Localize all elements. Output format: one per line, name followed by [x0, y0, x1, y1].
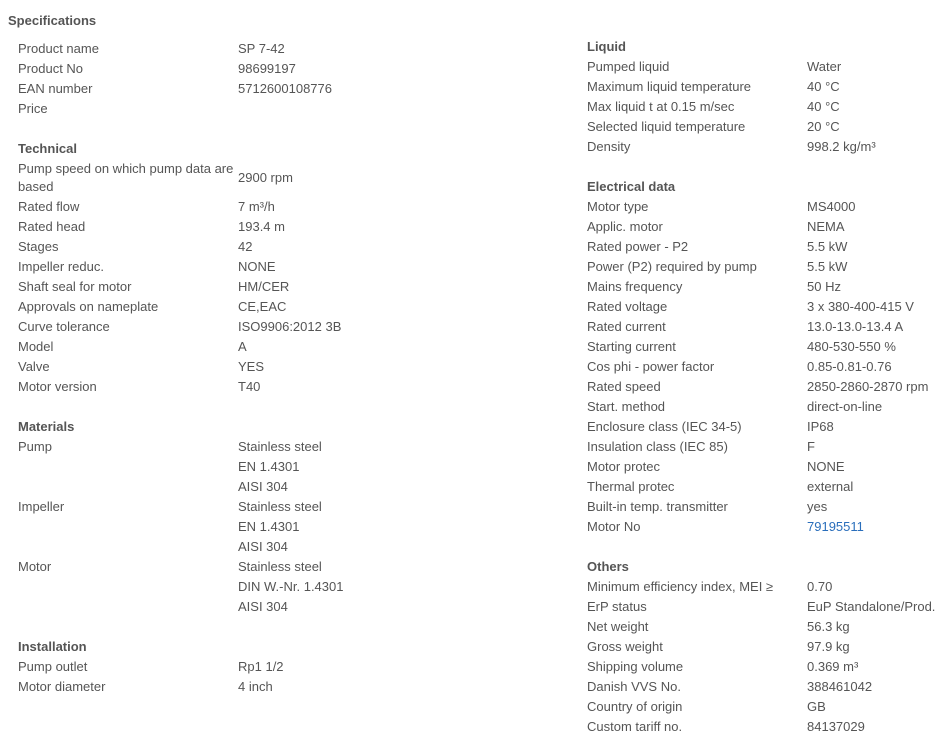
- spec-row: [18, 217, 578, 237]
- spec-value: 97.9 kg: [807, 639, 850, 654]
- spec-row: [587, 77, 950, 97]
- spec-row: [587, 497, 950, 517]
- section-spacer: [18, 119, 578, 139]
- spec-label: Gross weight: [587, 639, 663, 654]
- spec-value: F: [807, 439, 815, 454]
- spec-value: 2850-2860-2870 rpm: [807, 379, 929, 394]
- spec-value: 998.2 kg/m³: [807, 139, 876, 154]
- spec-row: [587, 597, 950, 617]
- section-title: Others: [587, 559, 629, 574]
- section-liquid: [587, 37, 950, 157]
- spec-row: [587, 337, 950, 357]
- spec-value: CE,EAC: [238, 299, 287, 314]
- spec-row: [18, 337, 578, 357]
- spec-value: DIN W.-Nr. 1.4301: [238, 579, 344, 594]
- spec-label: Motor No: [587, 519, 641, 534]
- spec-label: Valve: [18, 359, 50, 374]
- spec-label: Motor diameter: [18, 679, 106, 694]
- spec-label: Cos phi - power factor: [587, 359, 715, 374]
- spec-label: Max liquid t at 0.15 m/sec: [587, 99, 735, 114]
- spec-value: 4 inch: [238, 679, 273, 694]
- spec-row: [587, 357, 950, 377]
- spec-label: ErP status: [587, 599, 647, 614]
- spec-value: 20 °C: [807, 119, 840, 134]
- spec-row: [587, 277, 950, 297]
- spec-value: 5.5 kW: [807, 239, 848, 254]
- spec-value: Stainless steel: [238, 559, 322, 574]
- section-others: [587, 557, 950, 737]
- spec-label: Impeller: [18, 499, 65, 514]
- spec-label: Approvals on nameplate: [18, 299, 159, 314]
- spec-row: [18, 557, 578, 577]
- spec-row: [18, 437, 578, 457]
- section-title: Electrical data: [587, 179, 676, 194]
- spec-label: Density: [587, 139, 631, 154]
- spec-label: Rated speed: [587, 379, 661, 394]
- spec-row: [587, 57, 950, 77]
- spec-value: 84137029: [807, 719, 865, 734]
- spec-row: [587, 457, 950, 477]
- spec-row: [587, 97, 950, 117]
- spec-row: [18, 597, 578, 617]
- spec-row: [587, 517, 950, 537]
- spec-value: 13.0-13.0-13.4 A: [807, 319, 904, 334]
- spec-value: 0.70: [807, 579, 833, 594]
- spec-row: [587, 237, 950, 257]
- spec-value: Stainless steel: [238, 439, 322, 454]
- spec-row: [587, 577, 950, 597]
- spec-row: [18, 79, 578, 99]
- spec-value: SP 7-42: [238, 41, 285, 56]
- spec-value: 388461042: [807, 679, 873, 694]
- spec-value: HM/CER: [238, 279, 290, 294]
- spec-value: 7 m³/h: [238, 199, 275, 214]
- spec-label: Rated flow: [18, 199, 80, 214]
- spec-value: GB: [807, 699, 826, 714]
- spec-row: [587, 477, 950, 497]
- spec-label: Rated power - P2: [587, 239, 689, 254]
- spec-value: 40 °C: [807, 99, 840, 114]
- spec-row: [18, 59, 578, 79]
- spec-label: Rated head: [18, 219, 86, 234]
- spec-label: Maximum liquid temperature: [587, 79, 752, 94]
- spec-value: T40: [238, 379, 261, 394]
- spec-value: Stainless steel: [238, 499, 322, 514]
- left-column: [18, 39, 578, 697]
- spec-value: AISI 304: [238, 479, 288, 494]
- spec-label: Applic. motor: [587, 219, 663, 234]
- spec-label: Impeller reduc.: [18, 259, 104, 274]
- spec-label: Enclosure class (IEC 34-5): [587, 419, 742, 434]
- spec-value: Water: [807, 59, 842, 74]
- spec-value: MS4000: [807, 199, 856, 214]
- spec-row: [587, 137, 950, 157]
- spec-label: Motor protec: [587, 459, 660, 474]
- spec-row: [18, 257, 578, 277]
- spec-label: Thermal protec: [587, 479, 675, 494]
- spec-label: Pump: [18, 439, 52, 454]
- spec-value: 0.369 m³: [807, 659, 859, 674]
- spec-row: [18, 677, 578, 697]
- spec-value: direct-on-line: [807, 399, 883, 414]
- section-spacer: [18, 397, 578, 417]
- spec-value: IP68: [807, 419, 834, 434]
- spec-row: [587, 677, 950, 697]
- spec-row: [18, 317, 578, 337]
- spec-label: Insulation class (IEC 85): [587, 439, 728, 454]
- spec-label: Curve tolerance: [18, 319, 110, 334]
- section-spacer: [18, 617, 578, 637]
- spec-value: 2900 rpm: [238, 170, 293, 185]
- spec-label: Selected liquid temperature: [587, 119, 746, 134]
- spec-value: 42: [238, 239, 253, 254]
- section-installation: [18, 637, 578, 697]
- spec-row: [18, 277, 578, 297]
- spec-row: [587, 437, 950, 457]
- section-materials: [18, 417, 578, 617]
- spec-row: [18, 377, 578, 397]
- spec-row: [18, 197, 578, 217]
- spec-row: [587, 297, 950, 317]
- spec-value: 5712600108776: [238, 81, 332, 96]
- spec-label: Starting current: [587, 339, 676, 354]
- spec-label: Pumped liquid: [587, 59, 670, 74]
- spec-row: [587, 617, 950, 637]
- spec-value: Rp1 1/2: [238, 659, 284, 674]
- spec-row: [18, 357, 578, 377]
- spec-value: EN 1.4301: [238, 459, 300, 474]
- spec-value: YES: [238, 359, 265, 374]
- spec-value: 40 °C: [807, 79, 840, 94]
- spec-label: Shipping volume: [587, 659, 684, 674]
- spec-label: Mains frequency: [587, 279, 683, 294]
- spec-value: AISI 304: [238, 539, 288, 554]
- section-general: [18, 39, 578, 119]
- spec-label: Built-in temp. transmitter: [587, 499, 728, 514]
- spec-row: [18, 537, 578, 557]
- spec-row: [18, 297, 578, 317]
- spec-row: [18, 577, 578, 597]
- spec-row: [587, 257, 950, 277]
- spec-label: Rated current: [587, 319, 666, 334]
- spec-value: EuP Standalone/Prod.: [807, 599, 936, 614]
- section-title: Materials: [18, 419, 75, 434]
- spec-row: [18, 517, 578, 537]
- spec-row: [18, 237, 578, 257]
- motor-number-link[interactable]: 79195511: [807, 519, 864, 534]
- spec-value: ISO9906:2012 3B: [238, 319, 342, 334]
- spec-label: Motor: [18, 559, 52, 574]
- section-title: Liquid: [587, 39, 626, 54]
- spec-label: Motor type: [587, 199, 649, 214]
- spec-value: 3 x 380-400-415 V: [807, 299, 914, 314]
- spec-label: Price: [18, 101, 48, 116]
- spec-row: [18, 99, 578, 119]
- spec-label: Power (P2) required by pump: [587, 259, 757, 274]
- spec-label: Shaft seal for motor: [18, 279, 132, 294]
- spec-value: NEMA: [807, 219, 845, 234]
- page-title: Specifications: [8, 13, 97, 28]
- spec-label: Danish VVS No.: [587, 679, 681, 694]
- spec-value: EN 1.4301: [238, 519, 300, 534]
- spec-row: [18, 497, 578, 517]
- spec-label: Net weight: [587, 619, 649, 634]
- spec-label: Motor version: [18, 379, 97, 394]
- spec-label: Rated voltage: [587, 299, 668, 314]
- spec-row: [587, 377, 950, 397]
- spec-label: Pump speed on which pump data are based: [18, 161, 234, 194]
- spec-value: 480-530-550 %: [807, 339, 896, 354]
- spec-row: [587, 117, 950, 137]
- spec-label: Country of origin: [587, 699, 683, 714]
- spec-row: [18, 39, 578, 59]
- spec-value: 56.3 kg: [807, 619, 850, 634]
- spec-row: [18, 159, 578, 197]
- spec-label: Custom tariff no.: [587, 719, 683, 734]
- spec-label: Minimum efficiency index, MEI ≥: [587, 579, 774, 594]
- spec-row: [587, 317, 950, 337]
- section-electrical-data: [587, 177, 950, 537]
- spec-row: [18, 477, 578, 497]
- spec-row: [587, 697, 950, 717]
- section-spacer: [587, 537, 950, 557]
- spec-value: NONE: [238, 259, 276, 274]
- spec-row: [18, 457, 578, 477]
- spec-label: Pump outlet: [18, 659, 88, 674]
- spec-label: EAN number: [18, 81, 93, 96]
- spec-row: [587, 417, 950, 437]
- spec-row: [587, 717, 950, 737]
- spec-row: [18, 657, 578, 677]
- spec-label: Start. method: [587, 399, 666, 414]
- spec-value: 5.5 kW: [807, 259, 848, 274]
- spec-row: [587, 197, 950, 217]
- spec-value: 98699197: [238, 61, 296, 76]
- section-technical: [18, 139, 578, 397]
- spec-label: Stages: [18, 239, 59, 254]
- spec-value: yes: [807, 499, 828, 514]
- spec-value: A: [238, 339, 247, 354]
- spec-row: [587, 217, 950, 237]
- spec-value: 50 Hz: [807, 279, 841, 294]
- section-spacer: [587, 157, 950, 177]
- spec-value: NONE: [807, 459, 845, 474]
- spec-label: Model: [18, 339, 54, 354]
- section-title: Installation: [18, 639, 87, 654]
- spec-value: 193.4 m: [238, 219, 285, 234]
- spec-value: 0.85-0.81-0.76: [807, 359, 892, 374]
- right-column: [587, 37, 950, 737]
- spec-row: [587, 637, 950, 657]
- spec-value: external: [807, 479, 854, 494]
- spec-value: AISI 304: [238, 599, 288, 614]
- section-title: Technical: [18, 141, 78, 156]
- spec-row: [587, 397, 950, 417]
- spec-label: Product name: [18, 41, 99, 56]
- spec-label: Product No: [18, 61, 84, 76]
- spec-row: [587, 657, 950, 677]
